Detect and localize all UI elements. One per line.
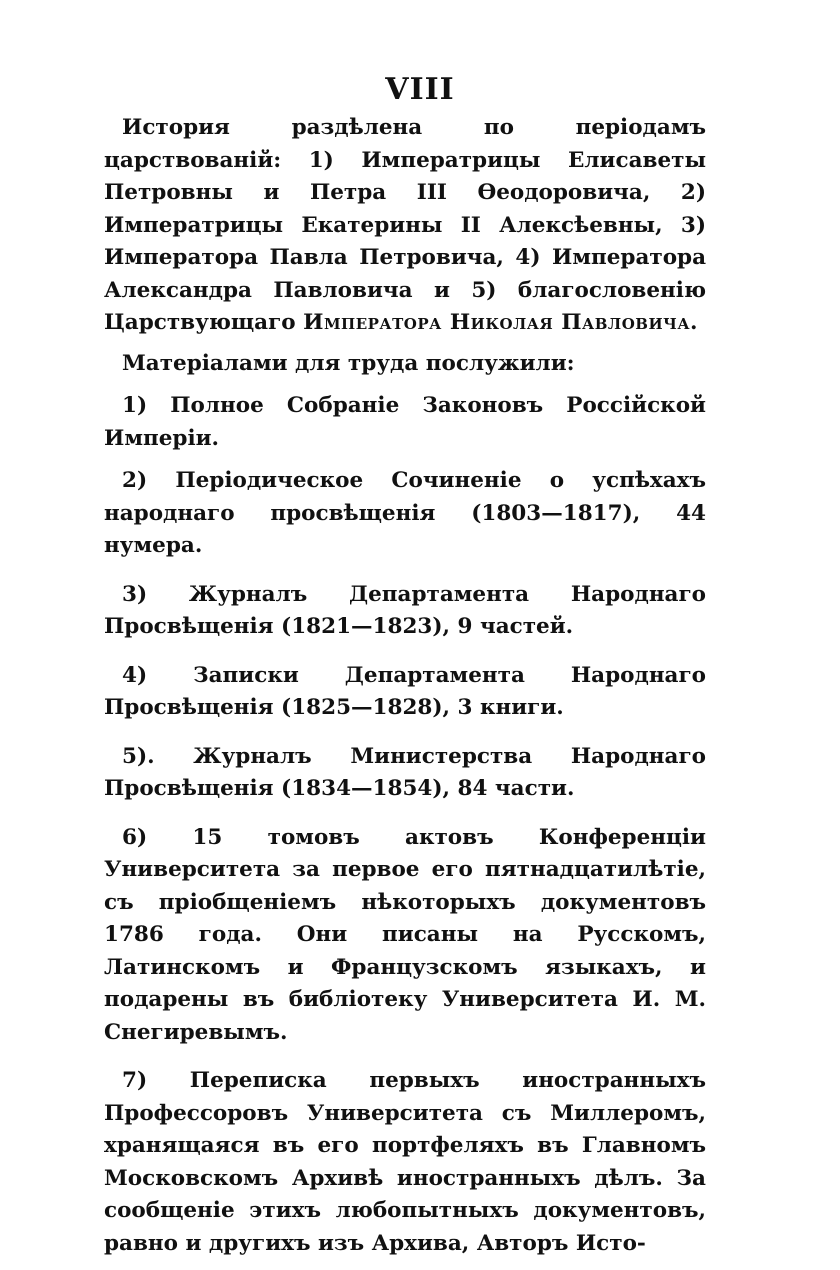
page-number: VIII — [385, 72, 455, 107]
list-item-2: 2) Періодическое Сочиненіе о успѣхахъ народнаго просвѣщенія (1803—1817), 44 нумера. — [104, 468, 706, 558]
list-item-4: 4) Записки Департамента Народнаго Просвѣщенія (1825—1828), 3 книги. — [104, 662, 706, 720]
list-item-3: 3) Журналъ Департамента Народнаго Просвѣщенія (1821—1823), 9 частей. — [104, 581, 706, 639]
intro-closing: Императора Николая Павловича. — [303, 310, 699, 335]
intro-text: История раздѣлена по періодамъ царствованій: 1) Императрицы Елисаветы Петровны и Петра III Ѳеодоровича, 2) Императрицы Екатерины II Алексѣевны, 3) Императора Павла Петровича, 4) Императора Александра Павловича и 5) благословенію Царствующаго — [104, 115, 706, 335]
list-item-5: 5). Журналъ Министерства Народнаго Просвѣщенія (1834—1854), 84 части. — [104, 743, 706, 801]
list-item-1: 1) Полное Собраніе Законовъ Россійской Имперіи. — [104, 393, 706, 451]
materials-heading: Матеріалами для труда послужили: — [122, 350, 575, 376]
page-body — [104, 112, 706, 1270]
list-item-6: 6) 15 томовъ актовъ Конференціи Университета за первое его пятнадцатилѣтіе, съ пріобщеніемъ нѣкоторыхъ документовъ 1786 года. Они писаны на Русскомъ, Латинскомъ и Французскомъ языкахъ, и подарены въ библіотеку Университета И. М. Снегиревымъ. — [104, 824, 706, 1045]
intro-paragraph — [104, 112, 706, 340]
list-item-7: 7) Переписка первыхъ иностранныхъ Профессоровъ Университета съ Миллеромъ, хранящаяся въ его портфеляхъ въ Главномъ Московскомъ Архивѣ иностранныхъ дѣлъ. За сообщеніе этихъ любопытныхъ документовъ, равно и другихъ изъ Архива, Авторъ Исто- — [104, 1068, 706, 1256]
